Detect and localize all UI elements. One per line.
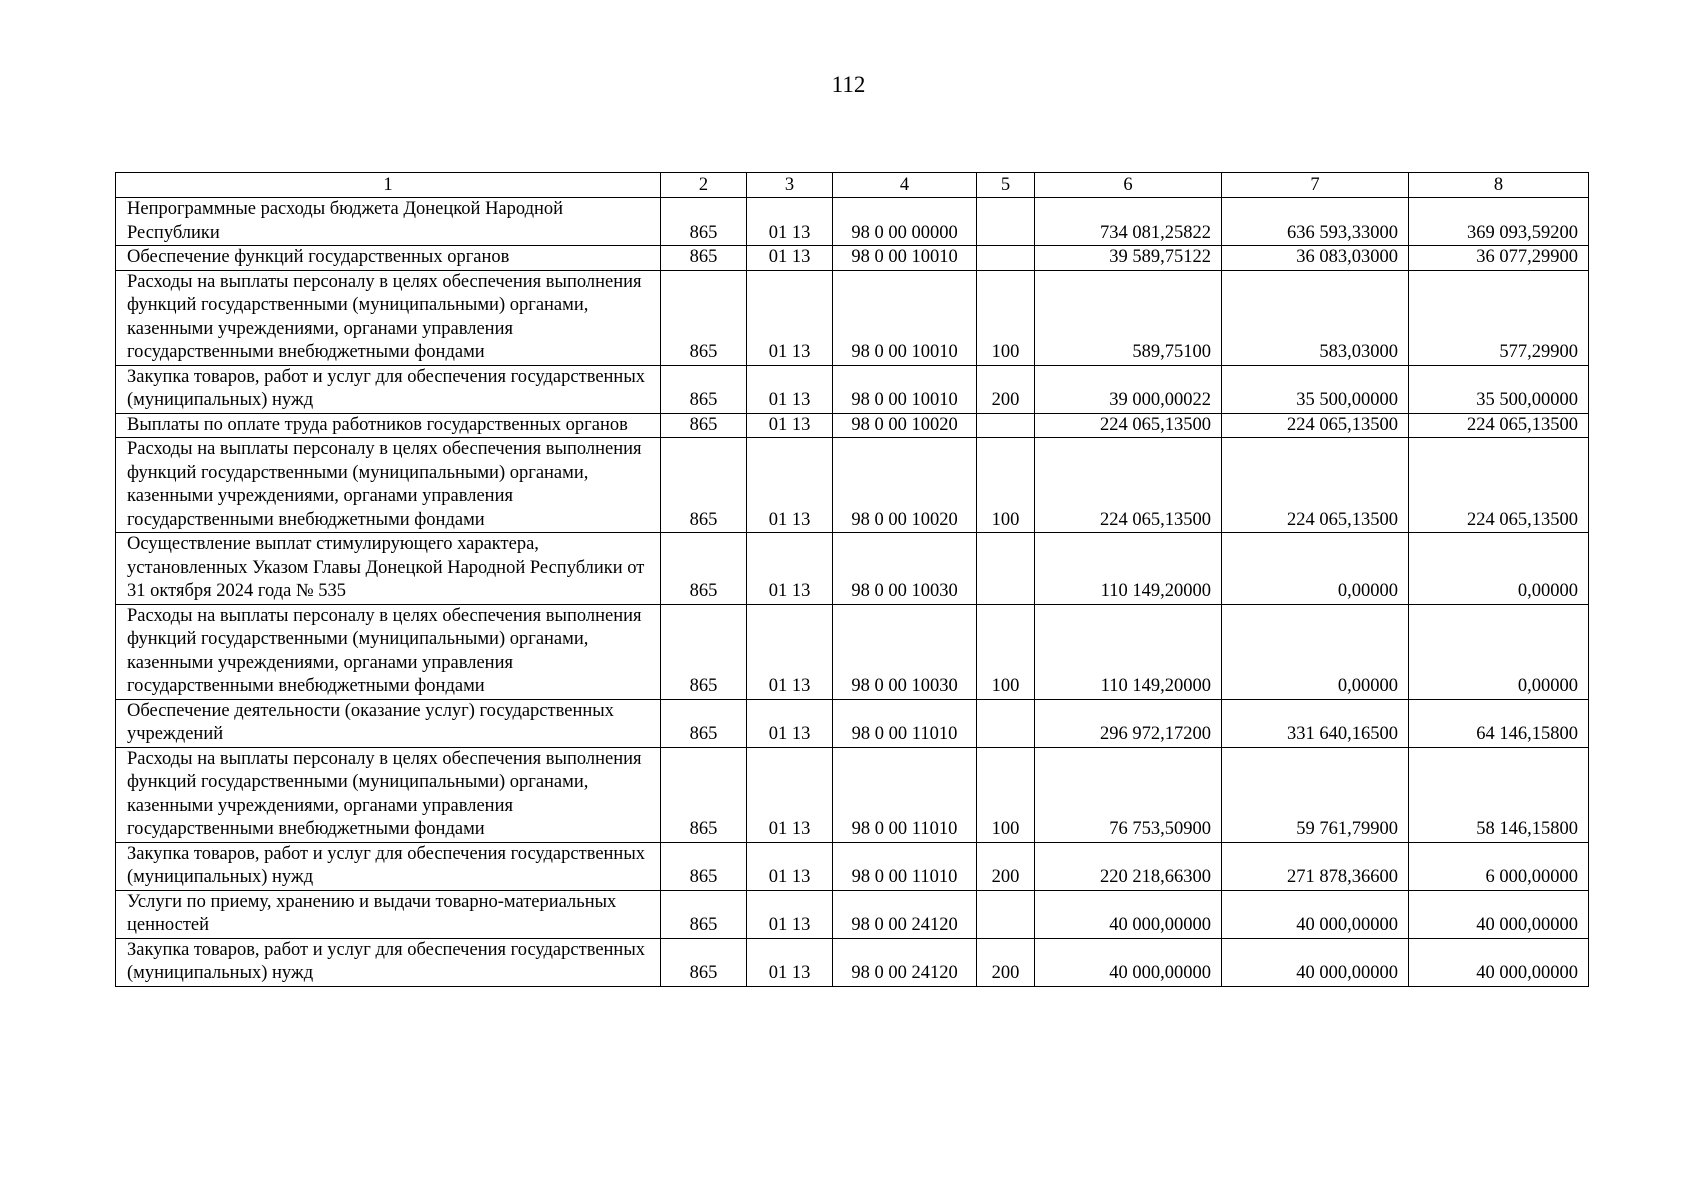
amount-col-6: 39 000,00022 [1035,365,1222,413]
agency-code: 865 [661,246,747,271]
amount-col-8: 577,29900 [1409,270,1589,365]
table-row [116,198,1589,246]
row-description: Закупка товаров, работ и услуг для обеспечения государственных (муниципальных) нужд [116,365,661,413]
agency-code: 865 [661,699,747,747]
column-header: 8 [1409,173,1589,198]
target-article-code: 98 0 00 11010 [833,699,977,747]
column-header: 1 [116,173,661,198]
amount-col-7: 35 500,00000 [1222,365,1409,413]
agency-code: 865 [661,890,747,938]
table-row [116,365,1589,413]
expense-type-code [977,413,1035,438]
table-row [116,842,1589,890]
column-header: 5 [977,173,1035,198]
agency-code: 865 [661,365,747,413]
table-row [116,699,1589,747]
amount-col-7: 636 593,33000 [1222,198,1409,246]
expense-type-code [977,246,1035,271]
row-description: Расходы на выплаты персоналу в целях обеспечения выполнения функций государственными (муниципальными) органами, казенными учреждениями, органами управления государственными внебюджетными фондами [116,270,661,365]
target-article-code: 98 0 00 10020 [833,413,977,438]
amount-col-7: 271 878,36600 [1222,842,1409,890]
target-article-code: 98 0 00 10030 [833,604,977,699]
agency-code: 865 [661,604,747,699]
section-code: 01 13 [747,365,833,413]
amount-col-6: 220 218,66300 [1035,842,1222,890]
amount-col-7: 583,03000 [1222,270,1409,365]
header-row [116,173,1589,198]
target-article-code: 98 0 00 10010 [833,246,977,271]
target-article-code: 98 0 00 24120 [833,890,977,938]
amount-col-8: 40 000,00000 [1409,890,1589,938]
page-number: 112 [831,72,866,97]
amount-col-8: 64 146,15800 [1409,699,1589,747]
amount-col-6: 224 065,13500 [1035,438,1222,533]
agency-code: 865 [661,198,747,246]
amount-col-7: 36 083,03000 [1222,246,1409,271]
table-row [116,747,1589,842]
section-code: 01 13 [747,890,833,938]
expense-type-code: 200 [977,938,1035,986]
section-code: 01 13 [747,842,833,890]
table-row [116,938,1589,986]
agency-code: 865 [661,747,747,842]
expense-type-code: 100 [977,604,1035,699]
section-code: 01 13 [747,438,833,533]
section-code: 01 13 [747,413,833,438]
expense-type-code: 200 [977,842,1035,890]
agency-code: 865 [661,438,747,533]
column-header: 3 [747,173,833,198]
budget-table [115,172,1589,987]
amount-col-6: 224 065,13500 [1035,413,1222,438]
row-description: Расходы на выплаты персоналу в целях обеспечения выполнения функций государственными (муниципальными) органами, казенными учреждениями, органами управления государственными внебюджетными фондами [116,604,661,699]
amount-col-7: 224 065,13500 [1222,413,1409,438]
amount-col-6: 110 149,20000 [1035,533,1222,605]
target-article-code: 98 0 00 10010 [833,270,977,365]
amount-col-8: 224 065,13500 [1409,413,1589,438]
section-code: 01 13 [747,270,833,365]
table-row [116,890,1589,938]
amount-col-7: 331 640,16500 [1222,699,1409,747]
expense-type-code: 100 [977,438,1035,533]
amount-col-6: 734 081,25822 [1035,198,1222,246]
table-row [116,604,1589,699]
amount-col-7: 224 065,13500 [1222,438,1409,533]
amount-col-8: 224 065,13500 [1409,438,1589,533]
agency-code: 865 [661,842,747,890]
column-header: 4 [833,173,977,198]
table-row [116,413,1589,438]
amount-col-8: 369 093,59200 [1409,198,1589,246]
amount-col-8: 36 077,29900 [1409,246,1589,271]
section-code: 01 13 [747,246,833,271]
target-article-code: 98 0 00 10010 [833,365,977,413]
amount-col-8: 0,00000 [1409,604,1589,699]
expense-type-code [977,198,1035,246]
row-description: Непрограммные расходы бюджета Донецкой Народной Республики [116,198,661,246]
section-code: 01 13 [747,533,833,605]
agency-code: 865 [661,533,747,605]
row-description: Обеспечение деятельности (оказание услуг) государственных учреждений [116,699,661,747]
agency-code: 865 [661,413,747,438]
row-description: Закупка товаров, работ и услуг для обеспечения государственных (муниципальных) нужд [116,938,661,986]
section-code: 01 13 [747,747,833,842]
amount-col-6: 76 753,50900 [1035,747,1222,842]
expense-type-code: 100 [977,270,1035,365]
expense-type-code [977,699,1035,747]
amount-col-7: 0,00000 [1222,533,1409,605]
agency-code: 865 [661,938,747,986]
amount-col-7: 59 761,79900 [1222,747,1409,842]
amount-col-8: 6 000,00000 [1409,842,1589,890]
target-article-code: 98 0 00 10020 [833,438,977,533]
table-row [116,246,1589,271]
amount-col-7: 40 000,00000 [1222,938,1409,986]
table-row [116,533,1589,605]
column-header: 2 [661,173,747,198]
section-code: 01 13 [747,604,833,699]
amount-col-6: 589,75100 [1035,270,1222,365]
expense-type-code [977,890,1035,938]
amount-col-8: 0,00000 [1409,533,1589,605]
target-article-code: 98 0 00 00000 [833,198,977,246]
amount-col-6: 110 149,20000 [1035,604,1222,699]
agency-code: 865 [661,270,747,365]
row-description: Обеспечение функций государственных органов [116,246,661,271]
section-code: 01 13 [747,198,833,246]
amount-col-7: 40 000,00000 [1222,890,1409,938]
row-description: Расходы на выплаты персоналу в целях обеспечения выполнения функций государственными (муниципальными) органами, казенными учреждениями, органами управления государственными внебюджетными фондами [116,438,661,533]
target-article-code: 98 0 00 24120 [833,938,977,986]
amount-col-6: 39 589,75122 [1035,246,1222,271]
amount-col-8: 58 146,15800 [1409,747,1589,842]
section-code: 01 13 [747,938,833,986]
row-description: Осуществление выплат стимулирующего характера, установленных Указом Главы Донецкой Народной Республики от 31 октября 2024 года № 535 [116,533,661,605]
amount-col-6: 296 972,17200 [1035,699,1222,747]
target-article-code: 98 0 00 11010 [833,842,977,890]
expense-type-code: 200 [977,365,1035,413]
amount-col-7: 0,00000 [1222,604,1409,699]
amount-col-8: 35 500,00000 [1409,365,1589,413]
table-row [116,270,1589,365]
amount-col-8: 40 000,00000 [1409,938,1589,986]
row-description: Расходы на выплаты персоналу в целях обеспечения выполнения функций государственными (муниципальными) органами, казенными учреждениями, органами управления государственными внебюджетными фондами [116,747,661,842]
expense-type-code [977,533,1035,605]
table-row [116,438,1589,533]
amount-col-6: 40 000,00000 [1035,938,1222,986]
target-article-code: 98 0 00 11010 [833,747,977,842]
row-description: Закупка товаров, работ и услуг для обеспечения государственных (муниципальных) нужд [116,842,661,890]
expense-type-code: 100 [977,747,1035,842]
row-description: Услуги по приему, хранению и выдачи товарно-материальных ценностей [116,890,661,938]
amount-col-6: 40 000,00000 [1035,890,1222,938]
column-header: 6 [1035,173,1222,198]
section-code: 01 13 [747,699,833,747]
row-description: Выплаты по оплате труда работников государственных органов [116,413,661,438]
column-header: 7 [1222,173,1409,198]
target-article-code: 98 0 00 10030 [833,533,977,605]
